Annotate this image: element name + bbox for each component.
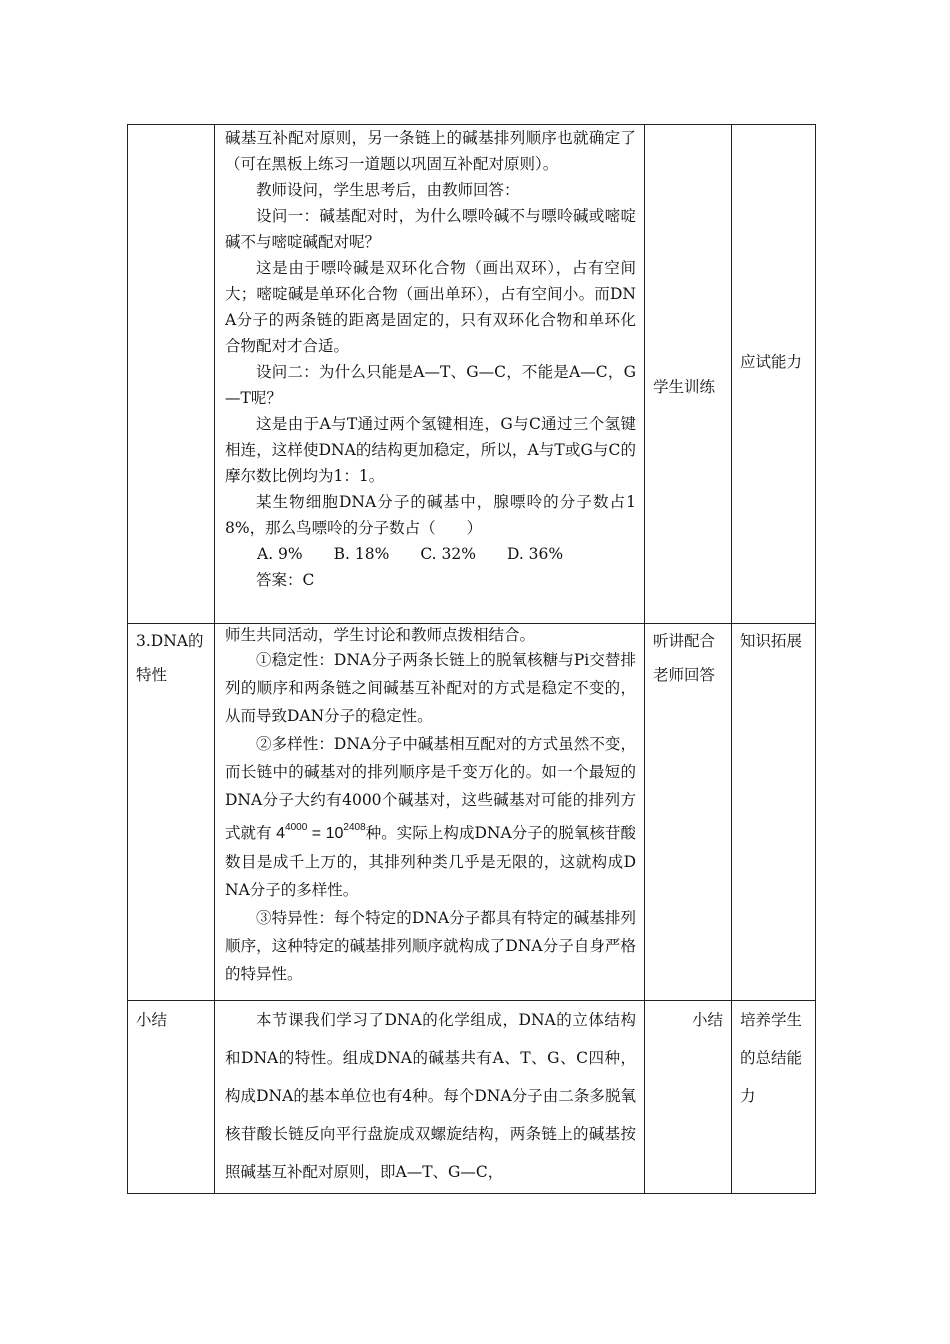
paragraph: 教师设问，学生思考后，由教师回答： bbox=[256, 181, 520, 199]
activity-cell bbox=[645, 624, 732, 1001]
goal-label: 培养学生的总结能力 bbox=[740, 1011, 803, 1105]
activity-cell bbox=[645, 125, 732, 624]
goal-label: 应试能力 bbox=[740, 353, 803, 371]
answer: 答案：C bbox=[256, 571, 315, 589]
paragraph: 这是由于嘌呤碱是双环化合物（画出双环），占有空间大；嘧啶碱是单环化合物（画出单环），占有空间小。而DNA分子的两条链的距离是固定的，只有双环化合物和单环化合物配对才合适。 bbox=[225, 259, 636, 355]
lesson-plan-table bbox=[127, 124, 816, 1194]
section-cell bbox=[128, 624, 215, 1001]
paragraph bbox=[215, 730, 644, 904]
formula-exponent: 2408 bbox=[343, 822, 366, 833]
goal-cell bbox=[732, 624, 816, 1001]
goal-cell bbox=[732, 125, 816, 624]
table-row bbox=[128, 624, 816, 1001]
formula-exponent: 4000 bbox=[285, 822, 308, 833]
answer-options: A. 9% B. 18% C. 32% D. 36% bbox=[257, 545, 564, 563]
activity-cell bbox=[645, 1001, 732, 1194]
section-cell bbox=[128, 125, 215, 624]
activity-label: 小结 bbox=[691, 1011, 723, 1029]
paragraph: 这是由于A与T通过两个氢键相连，G与C通过三个氢键相连，这样使DNA的结构更加稳定，所以，A与T或G与C的摩尔数比例均为1：1。 bbox=[225, 415, 636, 485]
goal-label: 知识拓展 bbox=[740, 632, 803, 650]
activity-label: 听讲配合老师回答 bbox=[653, 632, 716, 684]
section-title: 小结 bbox=[136, 1011, 168, 1029]
paragraph: 师生共同活动，学生讨论和教师点拨相结合。 bbox=[225, 626, 536, 644]
diversity-text-a: ②多样性：DNA分子中碱基相互配对的方式虽然不变，而长链中的碱基对的排列顺序是千变万化的。如一个最短的DNA分子大约有4000个碱基对，这些碱基对可能的排列方式就有 bbox=[225, 735, 636, 842]
paragraph: 本节课我们学习了DNA的化学组成，DNA的立体结构和DNA的特性。组成DNA的碱基共有A、T、G、C四种，构成DNA的基本单位也有4种。每个DNA分子由二条多脱氧核苷酸长链反向平行盘旋成双螺旋结构，两条链上的碱基按照碱基互补配对原则，即A—T、G—C， bbox=[225, 1011, 636, 1181]
paragraph: 碱基互补配对原则，另一条链上的碱基排列顺序也就确定了（可在黑板上练习一道题以巩固互补配对原则）。 bbox=[225, 129, 636, 173]
activity-label: 学生训练 bbox=[653, 378, 716, 396]
permutation-formula bbox=[272, 822, 366, 842]
paragraph: ①稳定性：DNA分子两条长链上的脱氧核糖与Pi交替排列的顺序和两条链之间碱基互补配对的方式是稳定不变的，从而导致DAN分子的稳定性。 bbox=[225, 651, 636, 725]
paragraph: 某生物细胞DNA分子的碱基中，腺嘌呤的分子数占18%，那么鸟嘌呤的分子数占（ ） bbox=[225, 493, 636, 537]
formula-base: 4 bbox=[276, 825, 286, 842]
formula-equals: = 10 bbox=[307, 825, 344, 842]
paragraph: ③特异性：每个特定的DNA分子都具有特定的碱基排列顺序，这种特定的碱基排列顺序就构成了DNA分子自身严格的特异性。 bbox=[225, 909, 636, 983]
diversity-text-b: 种。实际上构成DNA分子的脱氧核苷酸数目是成千上万的，其排列种类几乎是无限的，这就构成DNA分子的多样性。 bbox=[225, 824, 636, 899]
section-title: 3.DNA的特性 bbox=[136, 632, 204, 684]
paragraph: 设问二：为什么只能是A—T、G—C，不能是A—C，G—T呢？ bbox=[225, 363, 636, 407]
goal-cell bbox=[732, 1001, 816, 1194]
section-cell bbox=[128, 1001, 215, 1194]
paragraph: 设问一：碱基配对时，为什么嘌呤碱不与嘌呤碱或嘧啶碱不与嘧啶碱配对呢？ bbox=[225, 207, 636, 251]
table-row bbox=[128, 125, 816, 624]
content-cell bbox=[215, 624, 645, 1001]
content-cell bbox=[215, 1001, 645, 1194]
table-row bbox=[128, 1001, 816, 1194]
content-cell bbox=[215, 125, 645, 624]
